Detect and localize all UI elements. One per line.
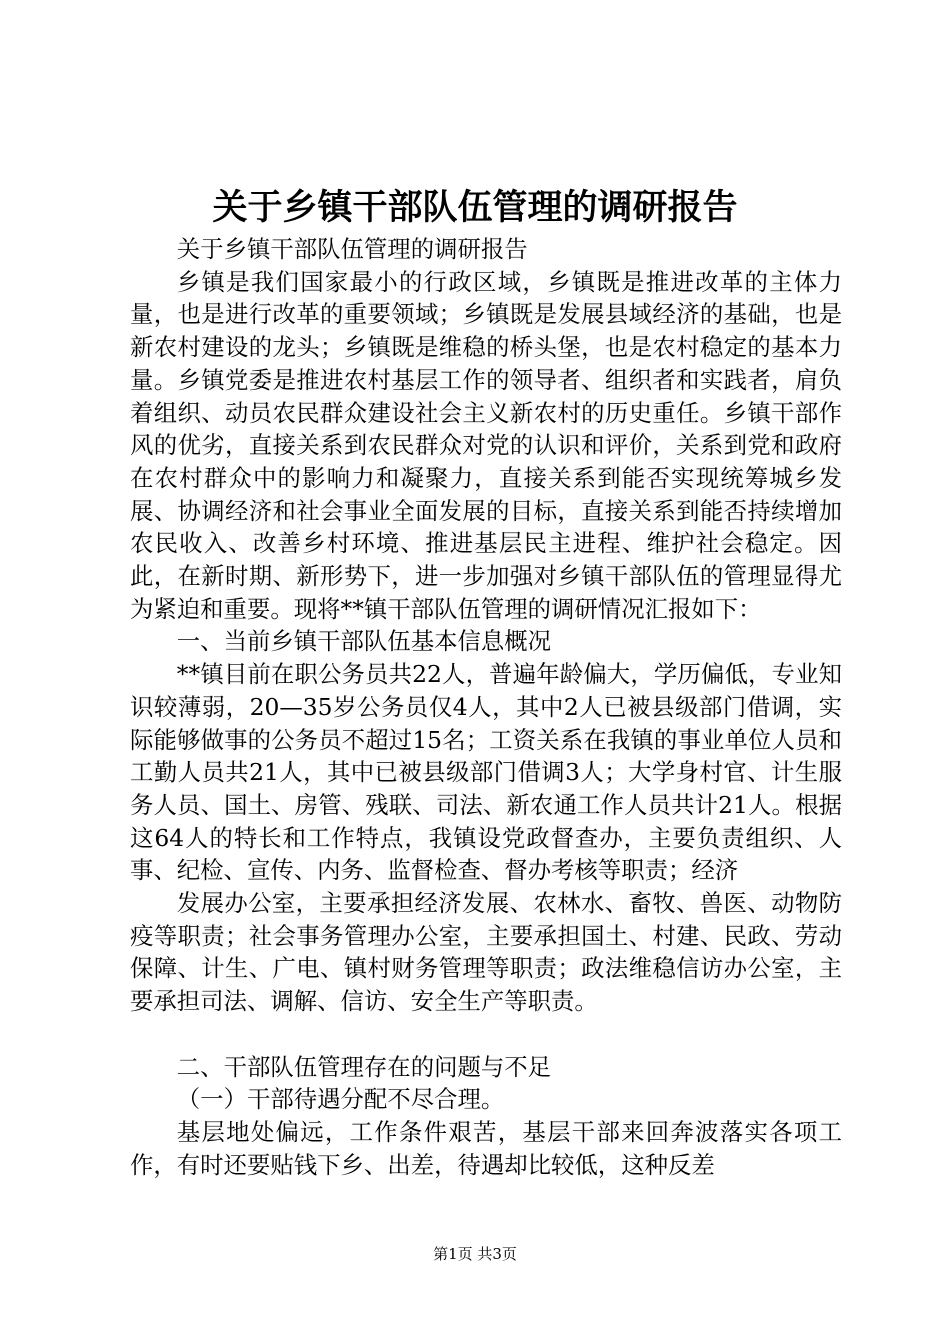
paragraph-intro: 乡镇是我们国家最小的行政区域，乡镇既是推进改革的主体力量，也是进行改革的重要领域；乡镇既是发展县域经济的基础，也是新农村建设的龙头；乡镇既是维稳的桥头堡，也是农村稳定的基本力量。乡镇党委是推进农村基层工作的领导者、组织者和实践者，肩负着组织、动员农民群众建设社会主义新农村的历史重任。乡镇干部作风的优劣，直接关系到农民群众对党的认识和评价，关系到党和政府在农村群众中的影响力和凝聚力，直接关系到能否实现统筹城乡发展、协调经济和社会事业全面发展的目标，直接关系到能否持续增加农民收入、改善乡村环境、推进基层民主进程、维护社会稳定。因此，在新时期、新形势下，进一步加强对乡镇干部队伍的管理显得尤为紧迫和重要。现将**镇干部队伍管理的调研情况汇报如下： (130, 267, 842, 623)
subsection-heading-1: （一）干部待遇分配不尽合理。 (176, 1085, 505, 1114)
page-number-footer: 第1页 共3页 (433, 1245, 517, 1263)
section-heading-2: 二、干部队伍管理存在的问题与不足 (176, 1052, 552, 1081)
paragraph-staff-info: **镇目前在职公务员共22人，普遍年龄偏大，学历偏低，专业知识较薄弱，20—35岁公务员仅4人，其中2人已被县级部门借调，实际能够做事的公务员不超过15名；工资关系在我镇的事业单位人员和工勤人员共21人，其中已被县级部门借调3人；大学身村官、计生服务人员、国土、房管、残联、司法、新农通工作人员共计21人。根据这64人的特长和工作特点，我镇设党政督查办，主要负责组织、人事、纪检、宣传、内务、监督检查、督办考核等职责；经济 (130, 660, 842, 885)
paragraph-subtitle: 关于乡镇干部队伍管理的调研报告 (176, 235, 528, 263)
document-body (130, 233, 842, 1181)
paragraph-treatment: 基层地处偏远，工作条件艰苦，基层干部来回奔波落实各项工作，有时还要贴钱下乡、出差，待遇却比较低，这种反差 (130, 1117, 842, 1179)
document-title: 关于乡镇干部队伍管理的调研报告 (212, 187, 738, 228)
section-heading-1: 一、当前乡镇干部队伍基本信息概况 (176, 627, 552, 656)
paragraph-offices: 发展办公室，主要承担经济发展、农林水、畜牧、兽医、动物防疫等职责；社会事务管理办公室，主要承担国土、村建、民政、劳动保障、计生、广电、镇村财务管理等职责；政法维稳信访办公室，主要承担司法、调解、信访、安全生产等职责。 (130, 889, 842, 1016)
blank-line (130, 1018, 842, 1051)
